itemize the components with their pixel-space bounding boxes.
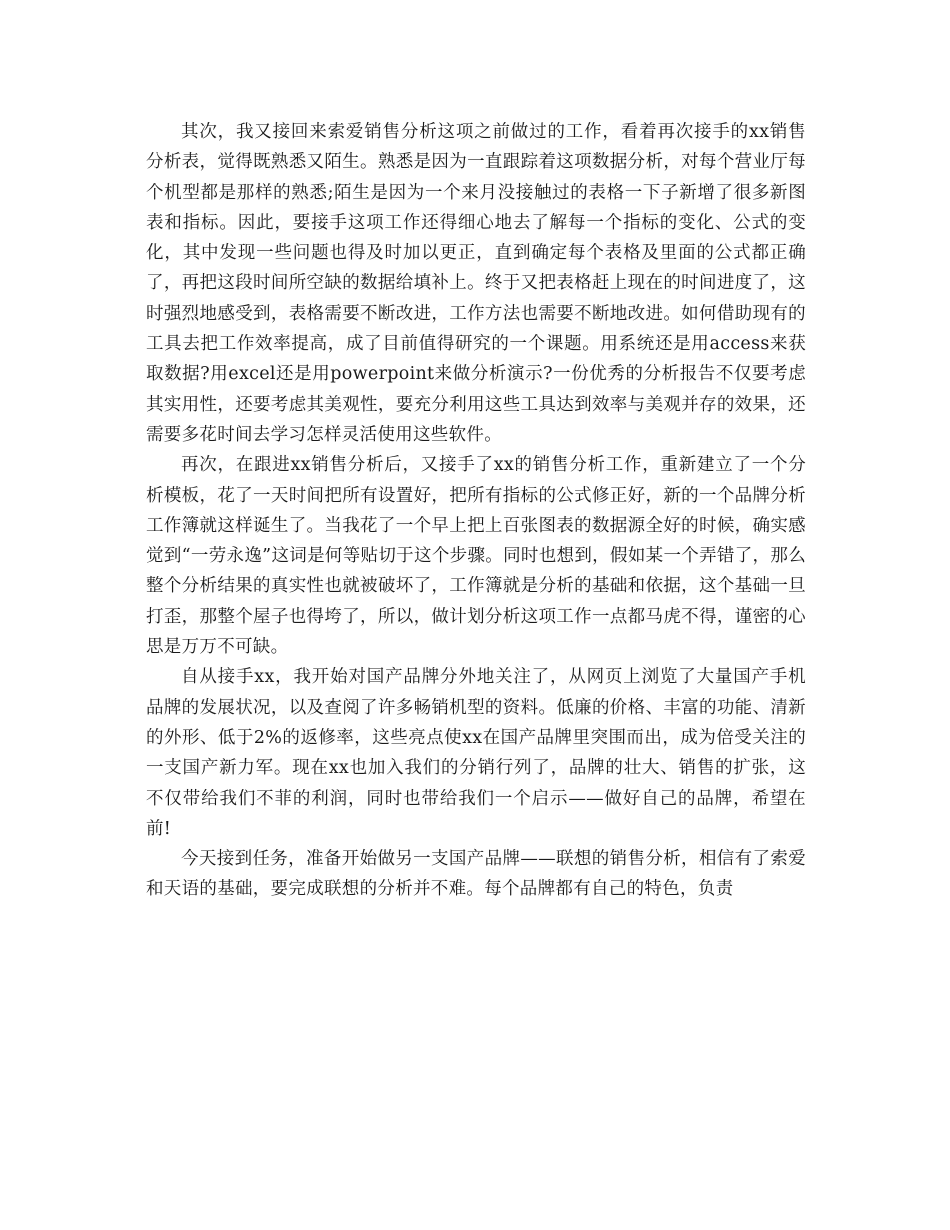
paragraph-4: 今天接到任务，准备开始做另一支国产品牌——联想的销售分析，相信有了索爱和天语的基础，要完成联想的分析并不难。每个品牌都有自己的特色，负责 [146,849,806,900]
paragraph-1: 其次，我又接回来索爱销售分析这项之前做过的工作，看着再次接手的xx销售分析表，觉得既熟悉又陌生。熟悉是因为一直跟踪着这项数据分析，对每个营业厅每个机型都是那样的熟悉;陌生是因为一个来月没接触过的表格一下子新增了很多新图表和指标。因此，要接手这项工作还得细心地去了解每一个指标的变化、公式的变化，其中发现一些问题也得及时加以更正，直到确定每个表格及里面的公式都正确了，再把这段时间所空缺的数据给填补上。终于又把表格赶上现在的时间进度了，这时强烈地感受到，表格需要不断改进，工作方法也需要不断地改进。如何借助现有的工具去把工作效率提高，成了目前值得研究的一个课题。用系统还是用access来获取数据?用excel还是用powerpoint来做分析演示?一份优秀的分析报告不仅要考虑其实用性，还要考虑其美观性，要充分利用这些工具达到效率与美观并存的效果，还需要多花时间去学习怎样灵活使用这些软件。 [146,122,806,445]
paragraph-2: 再次，在跟进xx销售分析后，又接手了xx的销售分析工作，重新建立了一个分析模板，花了一天时间把所有设置好，把所有指标的公式修正好，新的一个品牌分析工作簿就这样诞生了。当我花了一个早上把上百张图表的数据源全好的时候，确实感觉到“一劳永逸”这词是何等贴切于这个步骤。同时也想到，假如某一个弄错了，那么整个分析结果的真实性也就被破坏了，工作簿就是分析的基础和依据，这个基础一旦打歪，那整个屋子也得垮了，所以，做计划分析这项工作一点都马虎不得，谨密的心思是万万不可缺。 [146,455,806,658]
document-body [146,117,806,905]
paragraph-3: 自从接手xx，我开始对国产品牌分外地关注了，从网页上浏览了大量国产手机品牌的发展状况，以及查阅了许多畅销机型的资料。低廉的价格、丰富的功能、清新的外形、低于2%的返修率，这些亮点使xx在国产品牌里突围而出，成为倍受关注的一支国产新力军。现在xx也加入我们的分销行列了，品牌的壮大、销售的扩张，这不仅带给我们不菲的利润，同时也带给我们一个启示——做好自己的品牌，希望在前! [146,667,806,839]
